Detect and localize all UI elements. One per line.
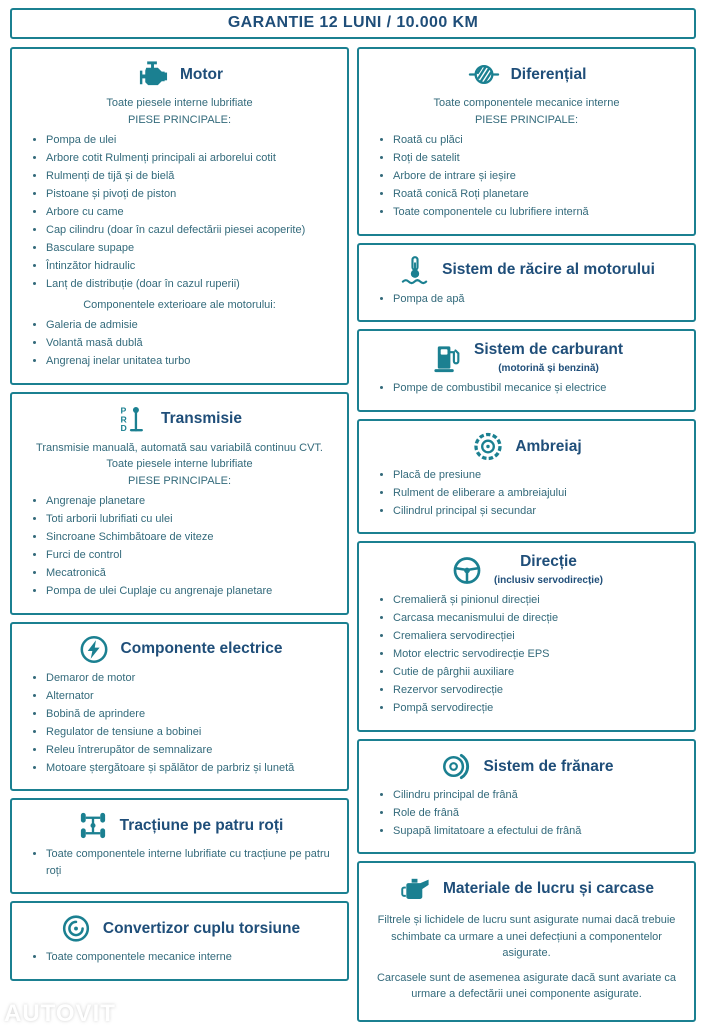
card-title: Motor (179, 65, 224, 83)
card-title: Sistem de frănare (483, 757, 614, 775)
bullet-item: • Furci de control (46, 547, 339, 564)
awd-icon (76, 810, 110, 841)
bullet-item: • Pompe de combustibil mecanice și electrice (393, 380, 686, 397)
card-header (20, 810, 339, 841)
oil-can-icon (399, 873, 433, 904)
bullet-list (367, 132, 686, 221)
card-title: Componente electrice (120, 640, 283, 658)
card-header (20, 59, 339, 90)
bullet-list (20, 493, 339, 600)
card-title: Direcție (inclusiv servodirecție) (494, 553, 603, 587)
bullet-item: • Carcasa mecanismului de direcție (393, 610, 686, 627)
right-column (357, 47, 696, 1022)
bullet-item: • Alternator (46, 688, 339, 705)
bullet-item: • Arbore de intrare și ieșire (393, 168, 686, 185)
bullet-item: • Toate componentele interne lubrifiate cu tracțiune pe patru roți (46, 846, 339, 879)
bullet-item: • Supapă limitatoare a efectului de frână (393, 823, 686, 840)
bullet-item: • Role de frână (393, 805, 686, 822)
bullet-item: • Arbore cu came (46, 204, 339, 221)
bullet-item: • Mecatronică (46, 565, 339, 582)
bullet-item: • Sincroane Schimbătoare de viteze (46, 529, 339, 546)
card-header (367, 873, 686, 904)
card-motor (10, 47, 349, 385)
bullet-item: • Lanț de distribuție (doar în cazul ruperii) (46, 276, 339, 293)
card-paragraph: Filtrele și lichidele de lucru sunt asigurate numai dacă trebuie schimbate ca urmare a unei defecțiuni a componentelor asigurate. (377, 914, 676, 960)
bullet-item: • Pompa de ulei Cuplaje cu angrenaje planetare (46, 583, 339, 600)
card-header (20, 404, 339, 435)
bullet-item: • Roată conică Roți planetare (393, 186, 686, 203)
bullet-list (367, 592, 686, 717)
bullet-item: • Întinzător hidraulic (46, 258, 339, 275)
bullet-item: • Cilindrul principal și secundar (393, 503, 686, 520)
bullet-list (20, 132, 339, 293)
bullet-item: • Roți de satelit (393, 150, 686, 167)
bullet-item: • Motor electric servodirecție EPS (393, 646, 686, 663)
card-header (20, 913, 339, 944)
card-header (367, 751, 686, 782)
card-title: Diferențial (510, 65, 587, 83)
bullet-item: • Pompa de ulei (46, 132, 339, 149)
card-diferential (357, 47, 696, 236)
card-racire (357, 243, 696, 323)
bullet-list (367, 291, 686, 308)
card-title: Transmisie (161, 410, 242, 428)
card-convertizor (10, 901, 349, 981)
electric-icon (77, 634, 111, 665)
bullet-item: • Pompă servodirecție (393, 700, 686, 717)
card-intro-text: Toate piesele interne lubrifiate PIESE PRINCIPALE: (106, 97, 253, 126)
header-box (10, 8, 696, 39)
card-title: Sistem de carburant (motorină și benzină) (473, 341, 624, 375)
bullet-item: • Angrenaje planetare (46, 493, 339, 510)
card-intro-text: Transmisie manuală, automată sau variabilă continuu CVT. Toate piesele interne lubrifiate PIESE PRINCIPALE: (36, 441, 323, 487)
bullet-item: • Motoare ștergătoare și spălător de parbriz și lunetă (46, 760, 339, 777)
transmission-icon (117, 404, 151, 435)
bullet-item: • Placă de presiune (393, 467, 686, 484)
bullet-item: • Toate componentele cu lubrifiere internă (393, 204, 686, 221)
bullet-item: • Rezervor servodirecție (393, 682, 686, 699)
brake-icon (439, 751, 473, 782)
card-componente-electrice (10, 622, 349, 792)
bullet-list (20, 670, 339, 777)
card-header (367, 553, 686, 587)
steering-wheel-icon (450, 555, 484, 586)
card-tractiune (10, 798, 349, 894)
bullet-item: • Pistoane și pivoți de piston (46, 186, 339, 203)
bullet-item: • Angrenaj inelar unitatea turbo (46, 353, 339, 370)
page-title: GARANTIE 12 LUNI / 10.000 KM (227, 14, 479, 31)
bullet-item: • Roată cu plăci (393, 132, 686, 149)
cooling-icon (398, 255, 432, 286)
torque-converter-icon (59, 913, 93, 944)
columns (10, 47, 696, 1022)
bullet-item: • Cap cilindru (doar în cazul defectării piesei acoperite) (46, 222, 339, 239)
card-materiale (357, 861, 696, 1022)
svg-text:R: R (120, 413, 127, 424)
card-subtitle: (motorină și benzină) (498, 363, 599, 375)
bullet-item: • Cilindru principal de frână (393, 787, 686, 804)
bullet-list (367, 467, 686, 520)
bullet-list (367, 380, 686, 397)
bullet-item: • Rulment de eliberare a ambreiajului (393, 485, 686, 502)
card-franare (357, 739, 696, 855)
card-header (367, 59, 686, 90)
bullet-item: • Pompa de apă (393, 291, 686, 308)
bullet-item: • Toate componentele mecanice interne (46, 949, 339, 966)
card-title: Sistem de răcire al motorului (442, 261, 655, 279)
bullet-list (367, 787, 686, 840)
svg-text:P: P (120, 405, 127, 416)
bullet-item: • Toti arborii lubrifiati cu ulei (46, 511, 339, 528)
card-title: Convertizor cuplu torsiune (102, 919, 301, 937)
card-intro-text: Componentele exterioare ale motorului: (83, 298, 276, 311)
bullet-item: • Bobină de aprindere (46, 706, 339, 723)
watermark: AUTOVIT (4, 999, 116, 1027)
differential-icon (467, 59, 501, 90)
card-title: Materiale de lucru și carcase (442, 880, 655, 898)
card-directie (357, 541, 696, 732)
card-header (367, 341, 686, 375)
bullet-list (20, 846, 339, 879)
card-ambreiaj (357, 419, 696, 535)
card-header (20, 634, 339, 665)
left-column (10, 47, 349, 981)
bullet-item: • Arbore cotit Rulmenți principali ai arborelui cotit (46, 150, 339, 167)
card-transmisie (10, 392, 349, 615)
bullet-item: • Demaror de motor (46, 670, 339, 687)
card-paragraph: Carcasele sunt de asemenea asigurate dacă sunt avariate ca urmare a defectării unei componente asigurate. (376, 971, 676, 1001)
card-intro-text: Toate componentele mecanice interne PIESE PRINCIPALE: (433, 97, 620, 126)
bullet-item: • Cremaliera servodirecției (393, 628, 686, 645)
bullet-item: • Rulmenți de tijă și de bielă (46, 168, 339, 185)
card-title: Ambreiaj (515, 437, 582, 455)
clutch-icon (471, 431, 505, 462)
bullet-item: • Volantă masă dublă (46, 335, 339, 352)
bullet-item: • Releu întrerupător de semnalizare (46, 742, 339, 759)
bullet-item: • Galeria de admisie (46, 317, 339, 334)
svg-text:D: D (120, 422, 127, 433)
bullet-item: • Regulator de tensiune a bobinei (46, 724, 339, 741)
card-title: Tracțiune pe patru roți (119, 816, 284, 834)
card-header (367, 255, 686, 286)
bullet-item: • Basculare supape (46, 240, 339, 257)
bullet-item: • Cutie de pârghii auxiliare (393, 664, 686, 681)
bullet-list (20, 949, 339, 966)
fuel-icon (430, 343, 464, 374)
engine-icon (136, 59, 170, 90)
card-header (367, 431, 686, 462)
card-carburant (357, 329, 696, 412)
bullet-item: • Cremalieră și pinionul direcției (393, 592, 686, 609)
card-subtitle: (inclusiv servodirecție) (494, 575, 603, 587)
bullet-list (20, 317, 339, 370)
